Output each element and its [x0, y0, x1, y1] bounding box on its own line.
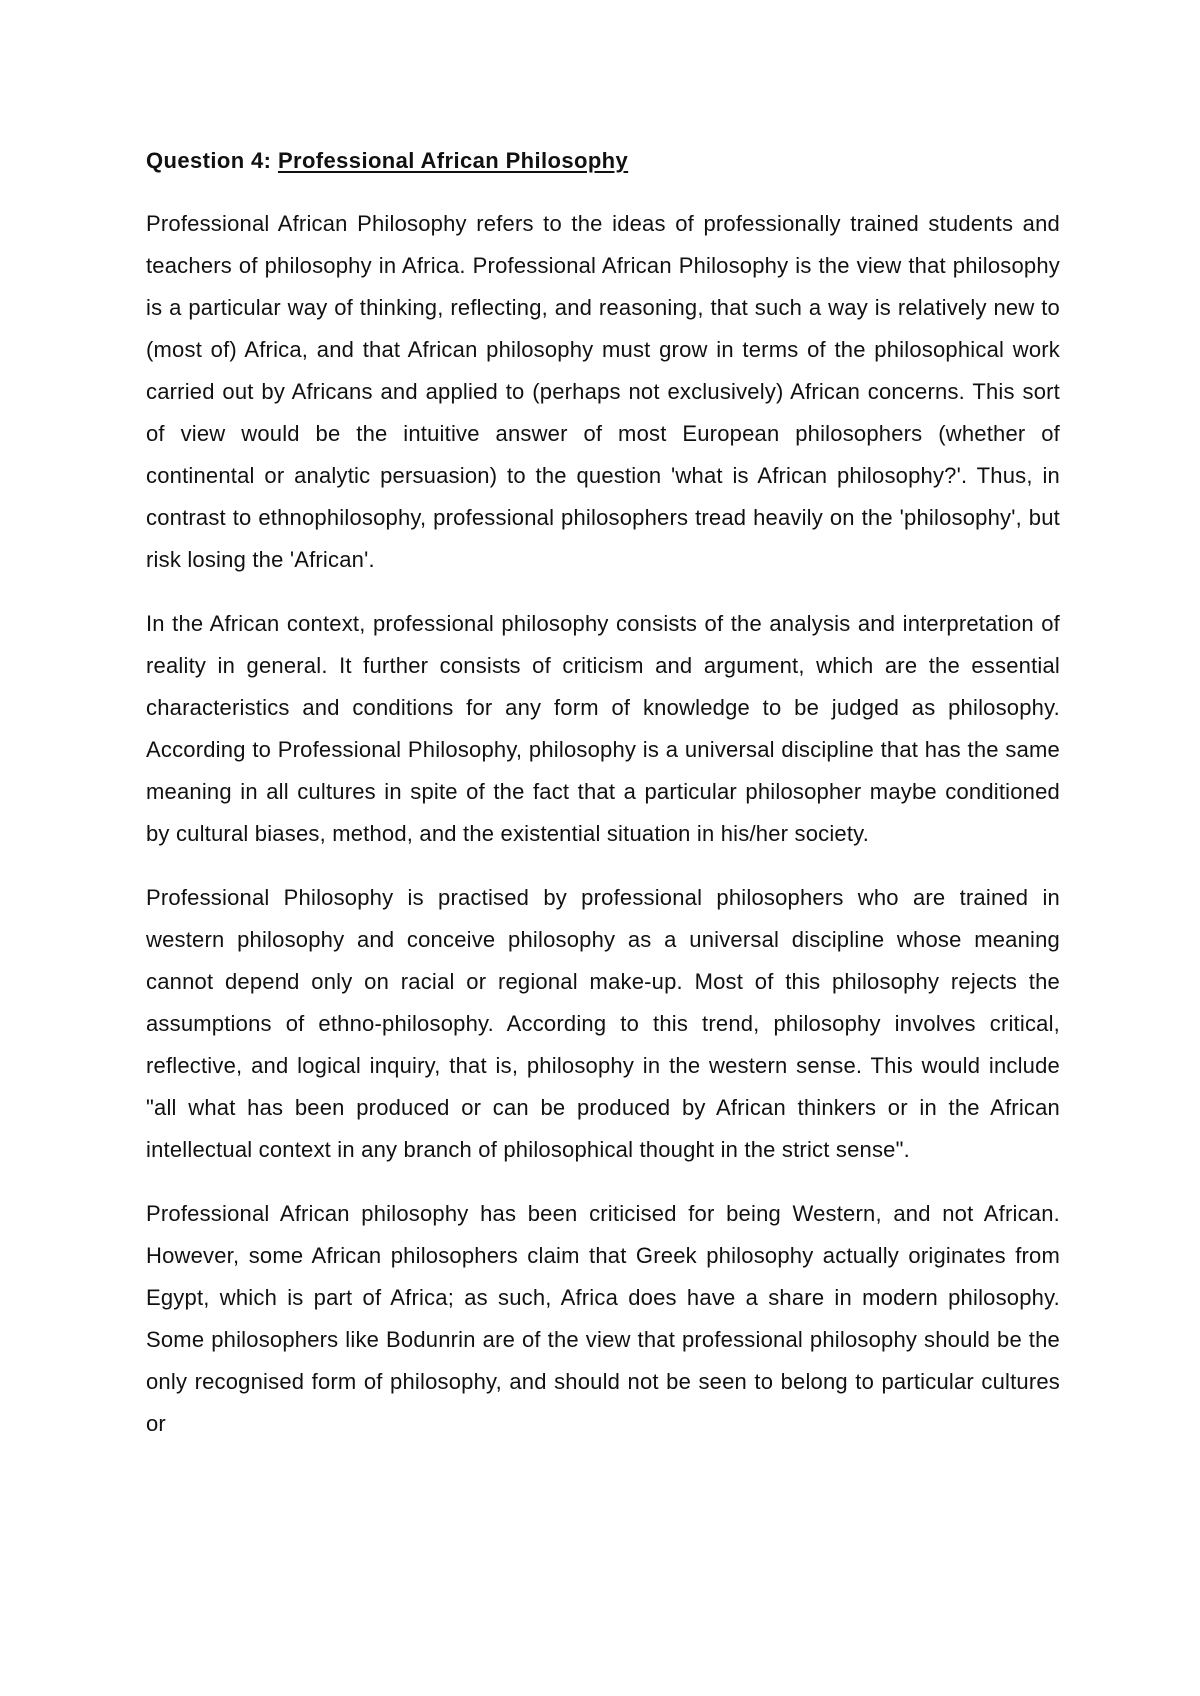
paragraph-african-context: In the African context, professional philosophy consists of the analysis and interpretation of reality in general. It further consists of criticism and argument, which are the essential characteristics and conditions for any form of knowledge to be judged as philosophy. According to Professional Philosophy, philosophy is a universal discipline that has the same meaning in all cultures in spite of the fact that a particular philosopher maybe conditioned by cultural biases, method, and the existential situation in his/her society.: [146, 611, 1060, 846]
question-title: Professional African Philosophy: [277, 148, 629, 173]
question-number: Question 4:: [146, 148, 278, 173]
paragraph-definition: Professional African Philosophy refers to the ideas of professionally trained students and teachers of philosophy in Africa. Professional African Philosophy is the view that philosophy is a particular way of thinking, reflecting, and reasoning, that such a way is relatively new to (most of) Africa, and that African philosophy must grow in terms of the philosophical work carried out by Africans and applied to (perhaps not exclusively) African concerns. This sort of view would be the intuitive answer of most European philosophers (whether of continental or analytic persuasion) to the question 'what is African philosophy?'. Thus, in contrast to ethnophilosophy, professional philosophers tread heavily on the 'philosophy', but risk losing the 'African'.: [146, 211, 1060, 572]
paragraph-criticism: Professional African philosophy has been criticised for being Western, and not African. However, some African philosophers claim that Greek philosophy actually originates from Egypt, which is part of Africa; as such, Africa does have a share in modern philosophy. Some philosophers like Bodunrin are of the view that professional philosophy should be the only recognised form of philosophy, and should not be seen to belong to particular cultures or: [146, 1201, 1060, 1436]
document-page: [146, 143, 1060, 1467]
paragraph-practice: Professional Philosophy is practised by professional philosophers who are trained in western philosophy and conceive philosophy as a universal discipline whose meaning cannot depend only on racial or regional make-up. Most of this philosophy rejects the assumptions of ethno-philosophy. According to this trend, philosophy involves critical, reflective, and logical inquiry, that is, philosophy in the western sense. This would include "all what has been produced or can be produced by African thinkers or in the African intellectual context in any branch of philosophical thought in the strict sense".: [146, 885, 1060, 1162]
question-heading: [146, 143, 1060, 179]
